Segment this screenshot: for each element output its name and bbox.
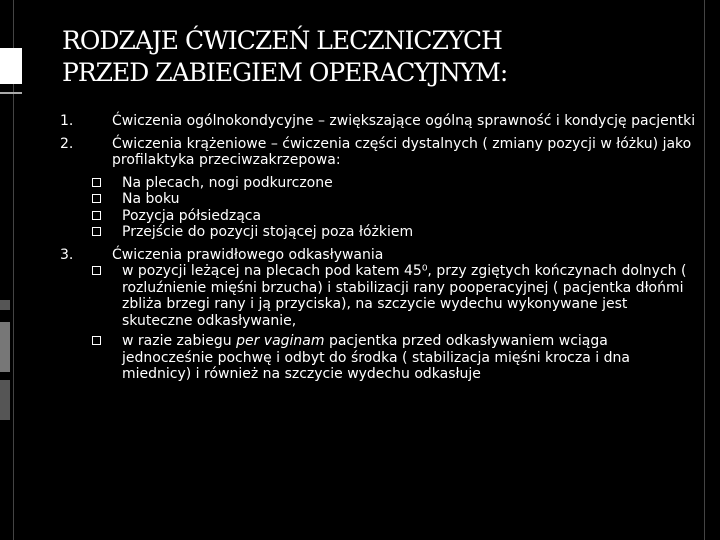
slide-content <box>60 113 700 383</box>
item-number: 1. <box>60 113 74 129</box>
sub-item: Na boku <box>60 191 700 208</box>
title-line-2: PRZED ZABIEGIEM OPERACYJNYM: <box>62 57 508 87</box>
item-number: 2. <box>60 135 74 152</box>
square-bullet-icon <box>92 211 101 220</box>
list-item-2 <box>60 136 700 169</box>
sub-item: w pozycji leżącej na plecach pod katem 45⁰, przy zgiętych kończynach dolnych ( rozluźnienie mięśni brzucha) i stabilizacji rany pooperacyjnej ( pacjentka dłońmi zbliża brzegi rany i ją przyciska), na szczycie wydechu wykonywane jest skuteczne odkasływanie, <box>60 263 700 329</box>
title-line-1: RODZAJE ĆWICZEŃ LECZNICZYCH <box>62 25 502 55</box>
item-text: Ćwiczenia krążeniowe – ćwiczenia części dystalnych ( zmiany pozycji w łóżku) jako profilaktyka przeciwzakrzepowa: <box>112 135 692 168</box>
decor-bar <box>0 300 10 310</box>
decor-bar <box>0 48 22 84</box>
square-bullet-icon <box>92 194 101 203</box>
decor-bar <box>0 322 10 372</box>
list-item-3 <box>60 247 700 264</box>
square-bullet-icon <box>92 178 101 187</box>
decor-line <box>0 92 22 94</box>
sub-item: w razie zabiegu per vaginam pacjentka przed odkasływaniem wciąga jednocześnie pochwę i odbyt do środka ( stabilizacja mięśni krocza i dna miednicy) i również na szczycie wydechu odkasłuje <box>60 333 700 383</box>
square-bullet-icon <box>92 336 101 345</box>
square-bullet-icon <box>92 227 101 236</box>
sub-item: Przejście do pozycji stojącej poza łóżkiem <box>60 224 700 241</box>
sub-item: Na plecach, nogi podkurczone <box>60 175 700 192</box>
item-number: 3. <box>60 246 74 263</box>
decor-bar <box>0 380 10 420</box>
item-text: Ćwiczenia ogólnokondycyjne – zwiększające ogólną sprawność i kondycję pacjentki <box>112 113 696 129</box>
item-text: Ćwiczenia prawidłowego odkasływania <box>112 246 384 263</box>
square-bullet-icon <box>92 266 101 275</box>
slide-title <box>62 25 702 89</box>
list-item-1 <box>60 113 700 130</box>
sub-item: Pozycja półsiedząca <box>60 208 700 225</box>
